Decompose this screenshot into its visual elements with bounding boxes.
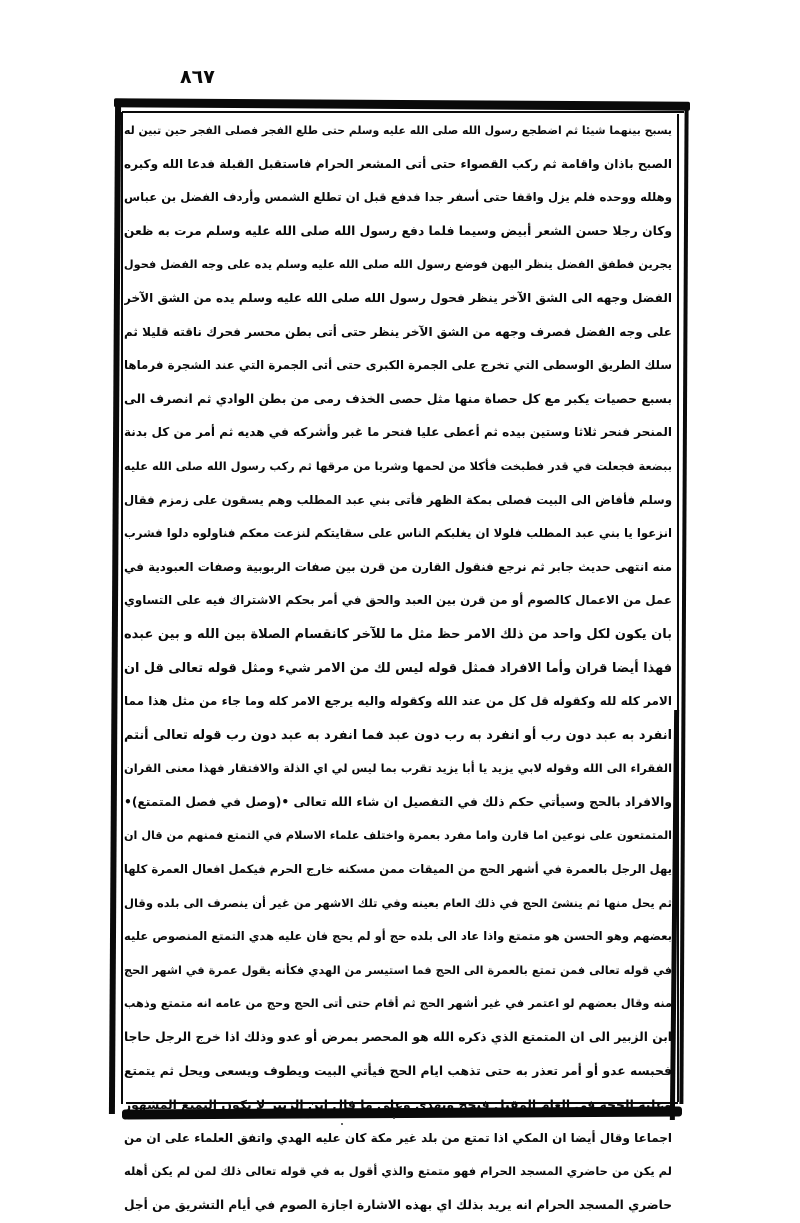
text-line: اجماعا وقال أيضا ان المكي اذا تمتع من بلد غير مكة كان عليه الهدي واتفق العلماء على ان من <box>124 1130 672 1145</box>
text-line: الصبح باذان واقامة ثم ركب القصواء حتى أتى المشعر الحرام فاستقبل القبلة فدعا الله وكبره <box>124 156 672 171</box>
page-number: ٨٦٧ <box>180 66 215 88</box>
text-line: ابن الزبير الى ان المتمتع الذي ذكره الله هو المحصر بمرض أو عدو وذلك اذا خرج الرجل حاجا <box>124 1030 672 1045</box>
section-heading-line: والافراد بالحج وسيأتي حكم ذلك في التفصيل ان شاء الله تعالى •(وصل في فصل المتمتع)• <box>124 794 672 809</box>
frame-right-inner-rule <box>677 114 679 1102</box>
text-line: سلك الطريق الوسطى التي تخرج على الجمرة الكبرى حتى أتى الجمرة التي عند الشجرة فرماها <box>124 358 672 373</box>
text-line: ببضعة فجعلت في قدر فطبخت فأكلا من لحمها وشربا من مرقها ثم ركب رسول الله صلى الله عليه <box>124 458 672 473</box>
text-line: بسبع حصيات يكبر مع كل حصاة منها مثل حصى الخذف رمى من بطن الوادي ثم انصرف الى <box>124 391 672 406</box>
text-line: الفضل وجهه الى الشق الآخر ينظر فحول رسول الله صلى الله عليه وسلم يده من الشق الآخر <box>124 290 672 305</box>
text-line: وسلم فأفاض الى البيت فصلى بمكة الظهر فأتى بني عبد المطلب وهم يسقون على زمزم فقال <box>124 492 672 507</box>
text-line: فهذا أيضا قران وأما الافراد فمثل قوله ليس لك من الامر شيء ومثل قوله تعالى قل ان <box>124 660 672 676</box>
text-line: بعضهم وهو الحسن هو متمتع واذا عاد الى بلده حج أو لم يحج فان عليه هدي التمتع المنصوص عليه <box>124 929 672 944</box>
frame-left-inner-rule <box>121 112 123 1104</box>
text-line: وهلله ووحده فلم يزل واقفا حتى أسفر جدا فدفع قبل ان تطلع الشمس وأردف الفضل بن عباس <box>124 190 672 205</box>
text-line: ثم يحل منها ثم ينشئ الحج في ذلك العام بعينه وفي تلك الاشهر من غير أن ينصرف الى بلده وقال <box>124 895 672 910</box>
text-line: يجرين فطفق الفضل ينظر اليهن فوضع رسول الله صلى الله عليه وسلم يده على وجه الفضل فحول <box>124 258 672 272</box>
text-line: لم يكن من حاضري المسجد الحرام فهو متمتع والذي أقول به في قوله تعالى ذلك لمن لم يكن أهله <box>124 1164 672 1179</box>
frame-top-border <box>114 98 690 111</box>
text-line: وكان رجلا حسن الشعر أبيض وسيما فلما دفع رسول الله صلى الله عليه وسلم مرت به ظعن <box>124 223 672 238</box>
text-line: عمل من الاعمال كالصوم أو من قرن بين العبد والحق في أمر بحكم الاشتراك فيه على التساوي <box>124 593 672 608</box>
text-line: منه انتهى حديث جابر ثم نرجع فنقول القارن من قرن بين صفات الربوبية وصفات العبودية في <box>124 559 672 574</box>
text-line: المتمتعون على نوعين اما قارن واما مفرد بعمرة واختلف علماء الاسلام في التمتع فمنهم من قال ان <box>124 829 672 843</box>
text-line: في قوله تعالى فمن تمتع بالعمرة الى الحج فما استيسر من الهدي فكأنه يقول عمرة في اشهر الحج <box>124 962 672 977</box>
text-line: الامر كله لله وكقوله قل كل من عند الله وكقوله واليه يرجع الامر كله وما جاء من مثل هذا مما <box>124 694 672 709</box>
scan-speck <box>341 1123 343 1125</box>
text-line: وعليه الحجة في العام المقبل فيحج ويهدي وعلى ما قال ابن الزبير لا يكون التمتع المشهور <box>124 1097 672 1113</box>
text-line: فحبسه عدو أو أمر تعذر به حتى تذهب ايام الحج فيأتي البيت ويطوف ويسعى ويحل ثم يتمتع <box>124 1063 672 1078</box>
text-line: يهل الرجل بالعمرة في أشهر الحج من الميقات ممن مسكنه خارج الحرم فيكمل افعال العمرة كلها <box>124 862 672 877</box>
text-line: الفقراء الى الله وقوله لابي يزيد يا أبا يزيد تقرب بما ليس لي اي الذلة والافتقار فهذا معنى القران <box>124 761 672 776</box>
text-line: انزعوا يا بني عبد المطلب فلولا ان يغلبكم الناس على سقايتكم لنزعت معكم فناولوه دلوا فشرب <box>124 526 672 541</box>
text-line: المنحر فنحر ثلاثا وستين بيده ثم أعطى عليا فنحر ما غبر وأشركه في هديه ثم أمر من كل بدنة <box>124 425 672 440</box>
frame-top-inner-rule <box>122 111 684 113</box>
text-line: انفرد به عبد دون رب أو انفرد به رب دون عبد فما انفرد به عبد دون رب قوله تعالى أنتم <box>124 727 672 743</box>
frame-left-border <box>109 104 121 1114</box>
text-line: منه وقال بعضهم لو اعتمر في غير أشهر الحج ثم أقام حتى أتى الحج وحج من عامه انه متمتع وذهب <box>124 996 672 1011</box>
frame-right-border <box>679 104 688 1104</box>
scan-speck <box>393 1117 395 1119</box>
body-text <box>124 114 672 1223</box>
text-line: حاضري المسجد الحرام انه يريد بذلك اي بهذه الاشارة اجازة الصوم في أيام التشريق من أجل <box>124 1198 672 1212</box>
text-line: يسبح بينهما شيئا ثم اضطجع رسول الله صلى الله عليه وسلم حتى طلع الفجر فصلى الفجر حين تبين له <box>124 124 672 137</box>
text-line: على وجه الفضل فصرف وجهه من الشق الآخر ينظر حتى أتى بطن محسر فحرك ناقته قليلا ثم <box>124 324 672 339</box>
text-line: بان يكون لكل واحد من ذلك الامر حظ مثل ما للآخر كانقسام الصلاة بين الله و بين عبده <box>124 626 672 642</box>
